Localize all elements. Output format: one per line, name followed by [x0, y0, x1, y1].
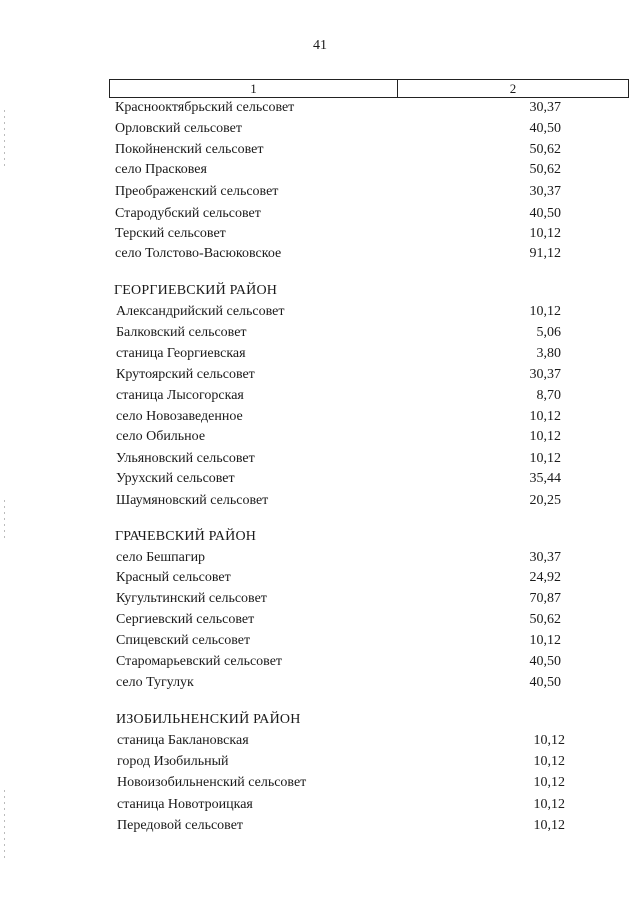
settlement-value: 70,87: [529, 591, 561, 606]
table-column-header: [109, 79, 629, 98]
settlement-value: 10,12: [533, 797, 565, 812]
table-row: [0, 387, 640, 405]
table-row: [0, 796, 640, 814]
settlement-name: Балковский сельсовет: [116, 325, 247, 340]
settlement-name: станица Новотроицкая: [117, 797, 253, 812]
settlement-value: 10,12: [533, 754, 565, 769]
settlement-name: Красный сельсовет: [116, 570, 231, 585]
settlement-name: Сергиевский сельсовет: [116, 612, 255, 627]
column-number-1: 1: [110, 80, 398, 97]
settlement-name: Урухский сельсовет: [116, 471, 235, 486]
settlement-value: 10,12: [529, 633, 561, 648]
settlement-value: 10,12: [529, 429, 561, 444]
table-row: [0, 120, 640, 138]
settlement-value: 30,37: [529, 184, 561, 199]
table-row: [0, 225, 640, 243]
settlement-value: 50,62: [529, 142, 561, 157]
table-row: [0, 345, 640, 363]
settlement-value: 10,12: [529, 304, 561, 319]
district-heading: ГРАЧЕВСКИЙ РАЙОН: [115, 529, 257, 544]
settlement-name: Кугультинский сельсовет: [116, 591, 267, 606]
settlement-value: 40,50: [529, 654, 561, 669]
settlement-value: 50,62: [529, 162, 561, 177]
settlement-value: 40,50: [529, 675, 561, 690]
settlement-name: село Новозаведенное: [116, 409, 243, 424]
table-row: [0, 653, 640, 671]
settlement-name: Преображенский сельсовет: [115, 184, 279, 199]
settlement-value: 30,37: [529, 367, 561, 382]
table-row: [0, 632, 640, 650]
table-row: [0, 492, 640, 510]
settlement-name: село Толстово-Васюковское: [115, 246, 282, 261]
table-row: [0, 753, 640, 771]
table-row: [0, 408, 640, 426]
settlement-value: 10,12: [533, 818, 565, 833]
settlement-name: Передовой сельсовет: [117, 818, 244, 833]
settlement-value: 50,62: [529, 612, 561, 627]
settlement-value: 10,12: [533, 775, 565, 790]
settlement-name: село Тугулук: [116, 675, 194, 690]
settlement-name: Стародубский сельсовет: [115, 206, 261, 221]
settlement-name: Шаумяновский сельсовет: [116, 493, 269, 508]
settlement-value: 40,50: [529, 206, 561, 221]
table-row: [0, 569, 640, 587]
table-row: [0, 470, 640, 488]
table-row: [0, 450, 640, 468]
column-number-2: 2: [509, 81, 517, 96]
table-row: [0, 183, 640, 201]
table-row: [0, 674, 640, 692]
table-row: [0, 303, 640, 321]
settlement-value: 30,37: [529, 550, 561, 565]
settlement-name: Александрийский сельсовет: [116, 304, 285, 319]
table-row: [0, 732, 640, 750]
settlement-value: 40,50: [529, 121, 561, 136]
table-row: [0, 245, 640, 263]
table-row: [0, 817, 640, 835]
settlement-value: 5,06: [536, 325, 561, 340]
district-heading: ИЗОБИЛЬНЕНСКИЙ РАЙОН: [116, 712, 301, 727]
settlement-name: село Обильное: [116, 429, 206, 444]
table-row: [0, 141, 640, 159]
settlement-value: 24,92: [529, 570, 561, 585]
table-row: [0, 366, 640, 384]
table-row: [0, 161, 640, 179]
settlement-name: Ульяновский сельсовет: [116, 451, 255, 466]
settlement-value: 35,44: [529, 471, 561, 486]
settlement-value: 10,12: [529, 226, 561, 241]
table-row: [0, 324, 640, 342]
table-row: [0, 205, 640, 223]
settlement-name: Орловский сельсовет: [115, 121, 242, 136]
table-row: [0, 428, 640, 446]
settlement-value: 20,25: [529, 493, 561, 508]
table-row: [0, 99, 640, 117]
settlement-name: станица Георгиевская: [116, 346, 246, 361]
settlement-value: 8,70: [536, 388, 561, 403]
page-number: 41: [313, 38, 327, 53]
table-row: [0, 611, 640, 629]
settlement-name: село Прасковея: [115, 162, 207, 177]
settlement-value: 10,12: [529, 451, 561, 466]
table-row: [0, 774, 640, 792]
settlement-name: Покойненский сельсовет: [115, 142, 264, 157]
settlement-name: село Бешпагир: [116, 550, 206, 565]
district-heading: ГЕОРГИЕВСКИЙ РАЙОН: [114, 283, 278, 298]
settlement-name: станица Баклановская: [117, 733, 249, 748]
settlement-value: 91,12: [529, 246, 561, 261]
settlement-name: Старомарьевский сельсовет: [116, 654, 283, 669]
settlement-name: Крутоярский сельсовет: [116, 367, 255, 382]
settlement-name: Спицевский сельсовет: [116, 633, 251, 648]
settlement-value: 10,12: [529, 409, 561, 424]
settlement-name: Краснооктябрьский сельсовет: [115, 100, 295, 115]
settlement-value: 30,37: [529, 100, 561, 115]
table-row: [0, 549, 640, 567]
settlement-value: 3,80: [536, 346, 561, 361]
settlement-name: город Изобильный: [117, 754, 229, 769]
table-row: [0, 590, 640, 608]
settlement-name: станица Лысогорская: [116, 388, 244, 403]
settlement-name: Терский сельсовет: [115, 226, 226, 241]
settlement-name: Новоизобильненский сельсовет: [117, 775, 307, 790]
settlement-value: 10,12: [533, 733, 565, 748]
